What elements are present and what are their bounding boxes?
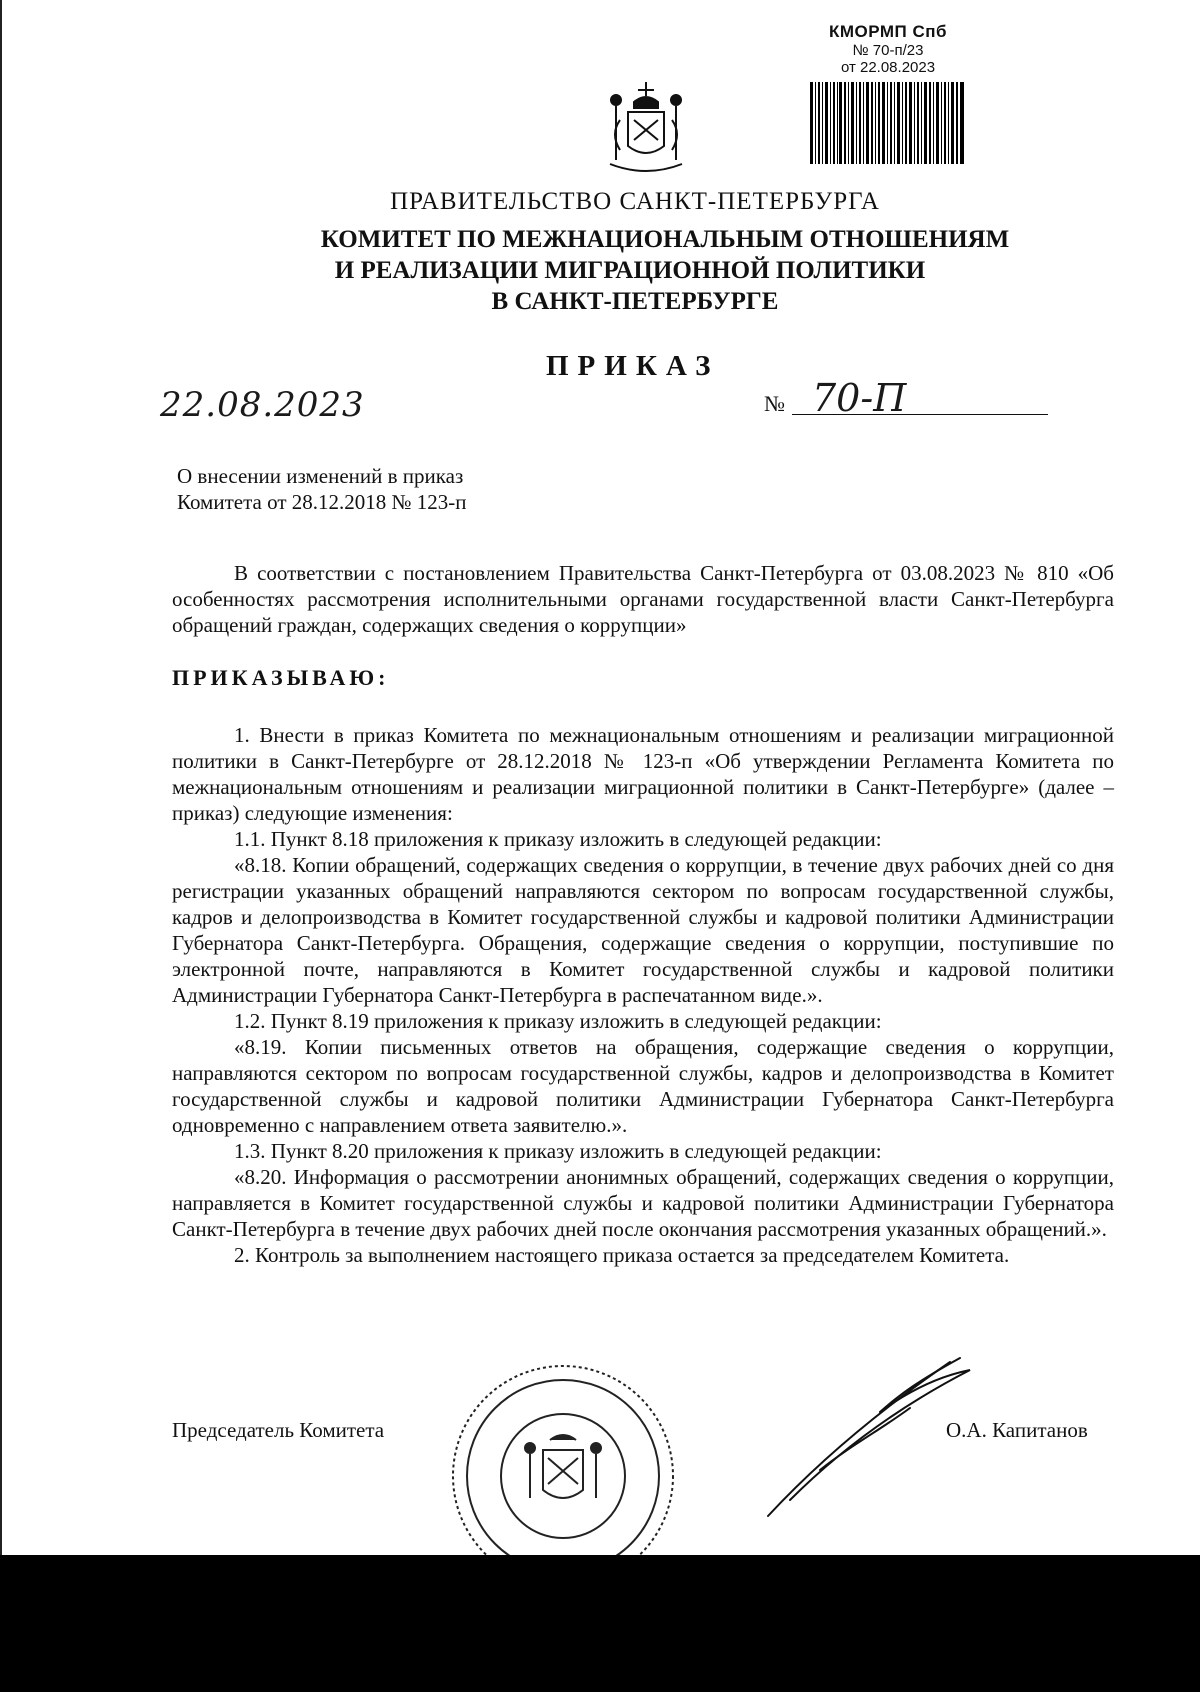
order-item: 1.1. Пункт 8.18 приложения к приказу изложить в следующей редакции:	[234, 827, 882, 851]
registration-date: от 22.08.2023	[840, 59, 936, 76]
government-heading: ПРАВИТЕЛЬСТВО САНКТ-ПЕТЕРБУРГА	[390, 188, 880, 215]
committee-heading-line-2: И РЕАЛИЗАЦИИ МИГРАЦИОННОЙ ПОЛИТИКИ	[334, 257, 926, 284]
committee-heading-line-3: В САНКТ-ПЕТЕРБУРГЕ	[491, 288, 779, 315]
order-item: 2. Контроль за выполнением настоящего приказа остается за председателем Комитета.	[234, 1243, 1010, 1267]
registration-block	[808, 22, 968, 76]
order-title: ПРИКАЗ	[546, 350, 720, 382]
registration-org: КМОРМП Спб	[828, 22, 948, 41]
preamble	[172, 560, 1114, 638]
barcode-icon	[810, 82, 964, 164]
order-subject-line-2: Комитета от 28.12.2018 № 123-п	[177, 490, 467, 514]
committee-heading-line-1: КОМИТЕТ ПО МЕЖНАЦИОНАЛЬНЫМ ОТНОШЕНИЯМ	[320, 226, 1010, 253]
registration-number: № 70-п/23	[852, 42, 924, 59]
order-item: «8.19. Копии письменных ответов на обращения, содержащие сведения о коррупции, направляются сектором по вопросам государственной службы, кадров и делопроизводства в Комитет государственной службы и кадровой политики Администрации Губернатора Санкт-Петербурга одновременно с направлением ответа заявителю.».	[172, 1035, 1114, 1137]
preamble-text: В соответствии с постановлением Правительства Санкт-Петербурга от 03.08.2023 № 810 «Об особенностях рассмотрения исполнительными органами государственной власти Санкт-Петербурга обращений граждан, содержащих сведения о коррупции»	[172, 561, 1114, 637]
signatory-title: Председатель Комитета	[172, 1418, 385, 1442]
order-item: 1.2. Пункт 8.19 приложения к приказу изложить в следующей редакции:	[234, 1009, 882, 1033]
order-subject	[177, 463, 467, 515]
order-date: 22.08.2023	[160, 385, 365, 425]
order-item: «8.20. Информация о рассмотрении анонимных обращений, содержащих сведения о коррупции, направляется в Комитет государственной службы и кадровой политики Администрации Губернатора Санкт-Петербурга в течение двух рабочих дней после окончания рассмотрения указанных обращений.».	[172, 1165, 1114, 1241]
coat-of-arms-icon	[598, 80, 694, 178]
order-number-sign: №	[764, 391, 785, 416]
order-item: 1. Внести в приказ Комитета по межнациональным отношениям и реализации миграционной политики в Санкт-Петербурге от 28.12.2018 № 123-п «Об утверждении Регламента Комитета по межнациональным отношениям и реализации миграционной политики в Санкт-Петербурге» (далее – приказ) следующие изменения:	[172, 723, 1114, 825]
signatory-name: О.А. Капитанов	[946, 1418, 1088, 1442]
directive-heading: ПРИКАЗЫВАЮ:	[172, 665, 390, 690]
order-number: 70-П	[812, 376, 907, 420]
scan-bottom-border	[0, 1555, 1200, 1692]
order-item: 1.3. Пункт 8.20 приложения к приказу изложить в следующей редакции:	[234, 1139, 882, 1163]
order-items	[172, 722, 1114, 1268]
order-item: «8.18. Копии обращений, содержащих сведения о коррупции, в течение двух рабочих дней со дня регистрации указанных обращений направляются сектором по вопросам государственной службы, кадров и делопроизводства в Комитет государственной службы и кадровой политики Администрации Губернатора Санкт-Петербурга. Обращения, содержащие сведения о коррупции, поступившие по электронной почте, направляются в Комитет государственной службы и кадровой политики Администрации Губернатора Санкт-Петербурга в распечатанном виде.».	[172, 853, 1114, 1007]
order-subject-line-1: О внесении изменений в приказ	[177, 464, 464, 488]
